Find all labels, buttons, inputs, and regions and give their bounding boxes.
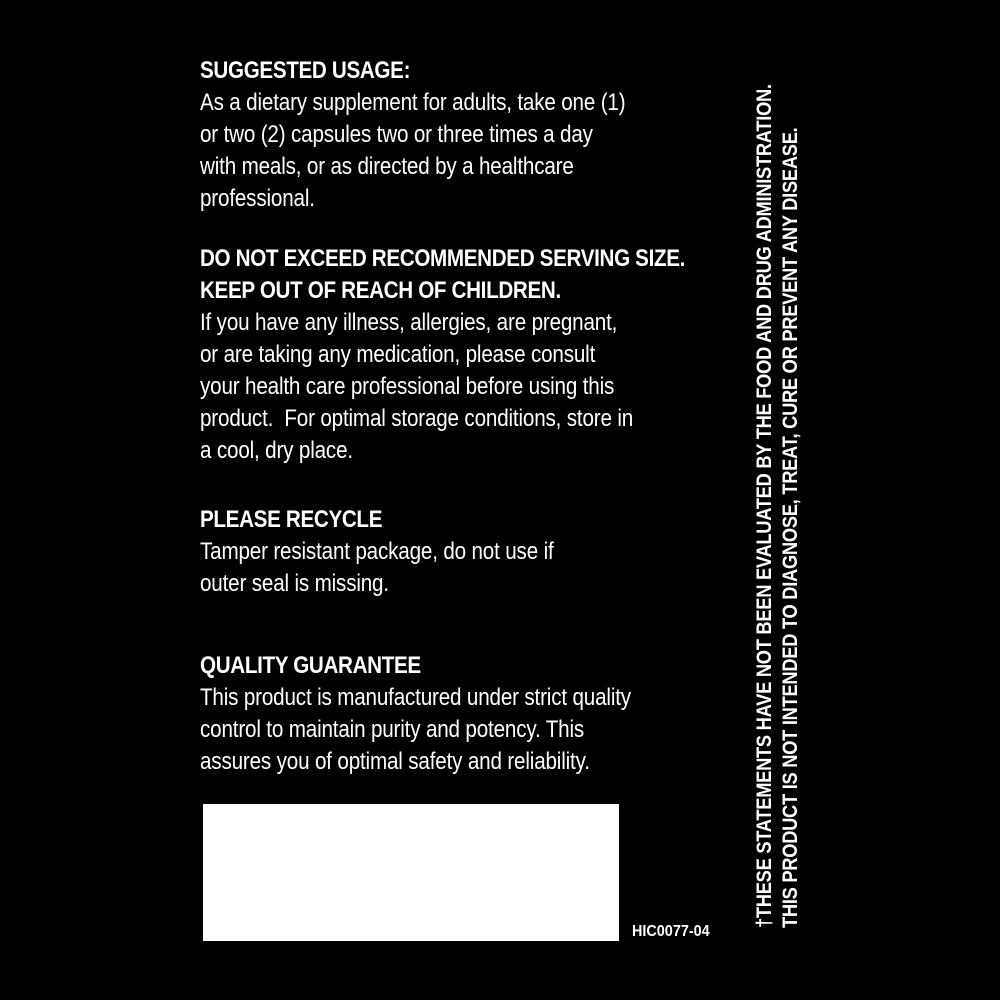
warning-line: your health care professional before using this — [200, 373, 615, 400]
warning-line: a cool, dry place. — [200, 437, 353, 464]
suggested-usage-line: with meals, or as directed by a healthcare — [200, 153, 574, 180]
recycle-heading: PLEASE RECYCLE — [200, 506, 383, 533]
suggested-usage-line: As a dietary supplement for adults, take one (1) — [200, 89, 626, 116]
quality-guarantee-line: control to maintain purity and potency. This — [200, 716, 585, 743]
warning-line: or are taking any medication, please consult — [200, 341, 596, 368]
suggested-usage-line: or two (2) capsules two or three times a day — [200, 121, 593, 148]
barcode-placeholder-box — [203, 804, 619, 941]
fda-disclaimer — [752, 48, 804, 928]
quality-guarantee-line: This product is manufactured under strict quality — [200, 684, 631, 711]
suggested-usage-line: professional. — [200, 185, 315, 212]
suggested-usage-heading: SUGGESTED USAGE: — [200, 57, 411, 84]
warning-section — [200, 243, 720, 467]
fda-disclaimer-line-1: †THESE STATEMENTS HAVE NOT BEEN EVALUATED BY THE FOOD AND DRUG ADMINISTRATION. — [753, 84, 776, 928]
warning-line: product. For optimal storage conditions, store in — [200, 405, 634, 432]
recycle-line: outer seal is missing. — [200, 570, 389, 597]
serving-size-warning-heading: DO NOT EXCEED RECOMMENDED SERVING SIZE. — [200, 245, 686, 272]
children-warning-heading: KEEP OUT OF REACH OF CHILDREN. — [200, 277, 561, 304]
fda-disclaimer-line-2: THIS PRODUCT IS NOT INTENDED TO DIAGNOSE, TREAT, CURE OR PREVENT ANY DISEASE. — [779, 127, 802, 928]
recycle-section — [200, 504, 720, 600]
recycle-line: Tamper resistant package, do not use if — [200, 538, 554, 565]
quality-guarantee-heading: QUALITY GUARANTEE — [200, 652, 421, 679]
warning-line: If you have any illness, allergies, are pregnant, — [200, 309, 618, 336]
suggested-usage-section — [200, 55, 720, 215]
product-code: HIC0077-04 — [632, 923, 710, 940]
quality-guarantee-line: assures you of optimal safety and reliability. — [200, 748, 590, 775]
quality-guarantee-section — [200, 650, 720, 778]
